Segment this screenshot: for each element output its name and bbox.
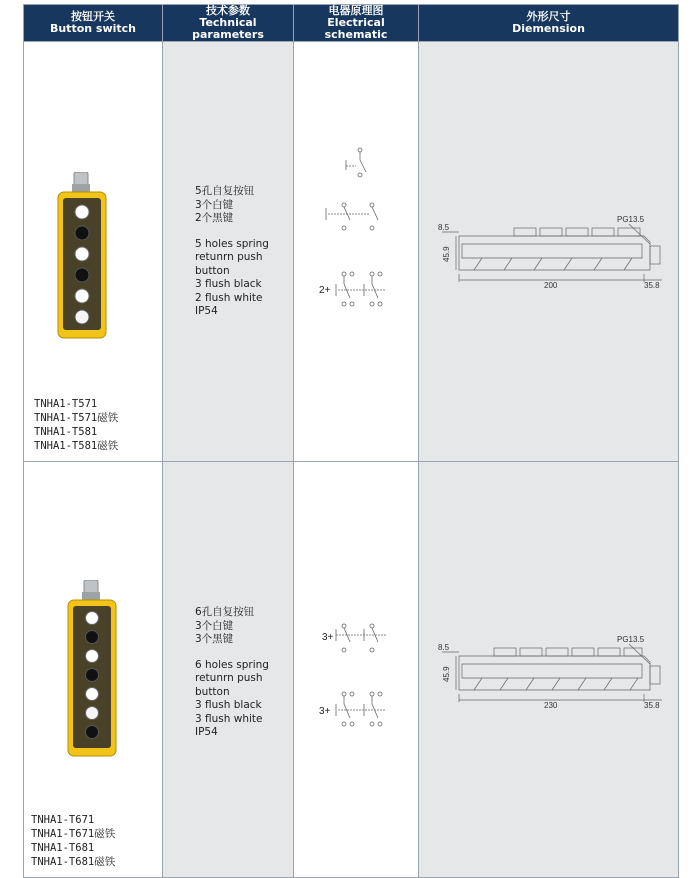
- model-list: TNHA1-T571 TNHA1-T571磁铁 TNHA1-T581 TNHA1-T581磁铁: [34, 398, 119, 452]
- dimension-height-label: 45.9: [442, 666, 451, 682]
- dimension-gland-label: PG13.5: [617, 635, 645, 644]
- dimension-drawing: [434, 210, 664, 290]
- dimension-end-label: 35.8: [644, 281, 660, 290]
- dimension-cell: [419, 462, 679, 878]
- header-button-switch: 按钮开关 Button switch: [24, 5, 163, 42]
- dimension-height-label: 45.9: [442, 246, 451, 262]
- header-technical-parameters: 技术参数 Technical parameters: [163, 5, 294, 42]
- header-electrical-schematic: 电器原理图 Electrical schematic: [294, 5, 419, 42]
- dimension-cell: [419, 42, 679, 462]
- header-row: [24, 5, 679, 42]
- dimension-drawing: [434, 630, 664, 710]
- schematic-label: 2+: [319, 285, 331, 296]
- schematic-cell: [294, 462, 419, 878]
- dimension-top-label: 8.5: [438, 223, 450, 232]
- table-row: [24, 42, 679, 462]
- technical-parameters: 6孔自复按钮 3个白键 3个黑键 6 holes spring retunrn push button 3 flush black 3 flush white IP54: [195, 606, 269, 738]
- header-dimension: 外形尺寸 Diemension: [419, 5, 679, 42]
- model-list: TNHA1-T671 TNHA1-T671磁铁 TNHA1-T681 TNHA1-T681磁铁: [31, 814, 116, 868]
- dimension-length-label: 200: [544, 281, 558, 290]
- electrical-schematic-diagram: [314, 620, 404, 735]
- technical-parameters: 5孔自复按钮 3个白键 2个黑键 5 holes spring retunrn push button 3 flush black 2 flush white IP54: [195, 185, 269, 317]
- table-row: [24, 462, 679, 878]
- product-cell: [24, 462, 163, 878]
- parameters-cell: [163, 42, 294, 462]
- dimension-gland-label: PG13.5: [617, 215, 645, 224]
- product-cell: [24, 42, 163, 462]
- schematic-label: 3+: [319, 706, 331, 717]
- parameters-cell: [163, 462, 294, 878]
- pendant-5-button-image: [52, 172, 112, 342]
- dimension-top-label: 8.5: [438, 643, 450, 652]
- schematic-label: 3+: [322, 632, 334, 643]
- spec-table: [23, 4, 679, 878]
- dimension-end-label: 35.8: [644, 701, 660, 710]
- electrical-schematic-diagram: [314, 142, 404, 312]
- dimension-length-label: 230: [544, 701, 558, 710]
- pendant-6-button-image: [62, 580, 122, 760]
- schematic-cell: [294, 42, 419, 462]
